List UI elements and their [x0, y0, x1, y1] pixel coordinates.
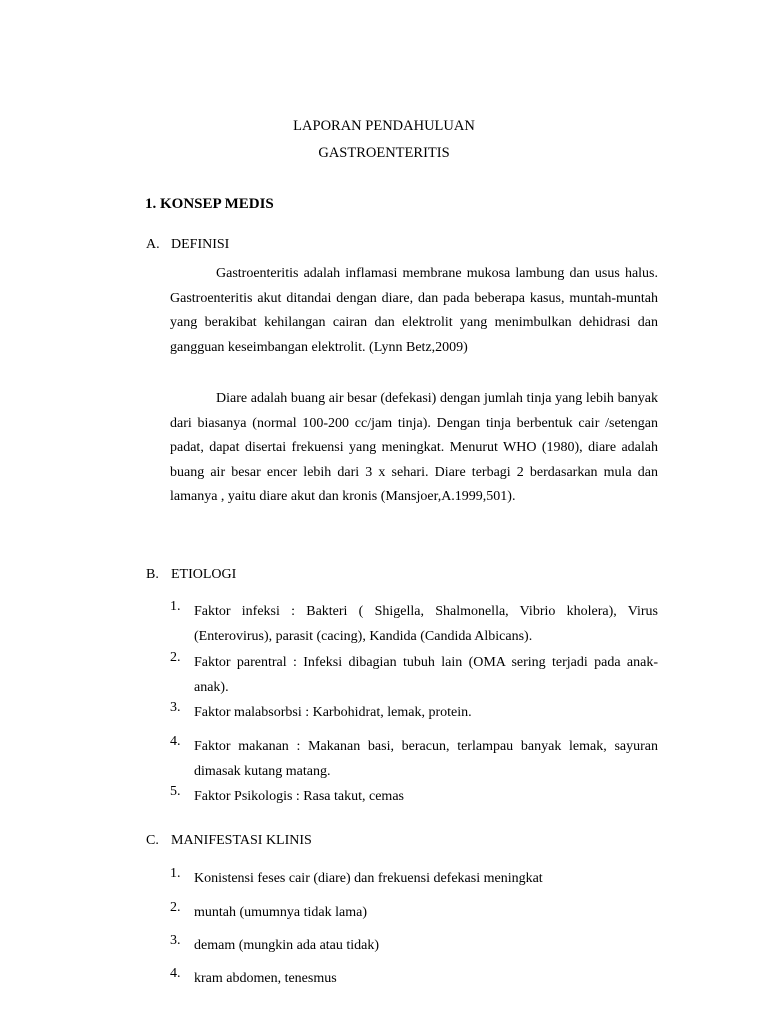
- list-number: 5.: [170, 784, 181, 799]
- list-text: Faktor parentral : Infeksi dibagian tubuh lain (OMA sering terjadi pada anak-anak).: [194, 655, 658, 695]
- list-number: 3.: [170, 700, 181, 715]
- list-text: Faktor infeksi : Bakteri ( Shigella, Shalmonella, Vibrio kholera), Virus (Enterovirus), parasit (cacing), Kandida (Candida Albicans).: [194, 604, 658, 644]
- list-number: 1.: [170, 599, 181, 614]
- document-subtitle: GASTROENTERITIS: [318, 145, 450, 161]
- subsection-letter-a: A.: [146, 237, 160, 252]
- list-text: muntah (umumnya tidak lama): [194, 905, 368, 920]
- document-title: LAPORAN PENDAHULUAN: [293, 118, 475, 134]
- list-text: kram abdomen, tenesmus: [194, 971, 337, 986]
- list-text: demam (mungkin ada atau tidak): [194, 938, 380, 953]
- definisi-paragraph-1: Gastroenteritis adalah inflamasi membrane mukosa lambung dan usus halus. Gastroenteritis akut ditandai dengan diare, dan pada beberapa kasus, muntah-muntah yang berakibat kehilangan cairan dan elektrolit yang menimbulkan dehidrasi dan gangguan keseimbangan elektrolit. (Lynn Betz,2009): [170, 266, 658, 355]
- subsection-letter-c: C.: [146, 833, 159, 848]
- section-heading-konsep-medis: 1. KONSEP MEDIS: [145, 196, 274, 212]
- list-number: 3.: [170, 933, 181, 948]
- subsection-heading-definisi: DEFINISI: [171, 237, 230, 252]
- list-number: 2.: [170, 900, 181, 915]
- subsection-letter-b: B.: [146, 567, 159, 582]
- list-text: Faktor makanan : Makanan basi, beracun, terlampau banyak lemak, sayuran dimasak kutang matang.: [194, 739, 658, 779]
- list-text: Konistensi feses cair (diare) dan frekuensi defekasi meningkat: [194, 871, 543, 886]
- list-number: 1.: [170, 866, 181, 881]
- list-number: 2.: [170, 650, 181, 665]
- definisi-paragraph-2: Diare adalah buang air besar (defekasi) dengan jumlah tinja yang lebih banyak dari biasanya (normal 100-200 cc/jam tinja). Dengan tinja berbentuk cair /setengan padat, dapat disertai frekuensi yang meningkat. Menurut WHO (1980), diare adalah buang air besar encer lebih dari 3 x sehari. Diare terbagi 2 berdasarkan mula dan lamanya , yaitu diare akut dan kronis (Mansjoer,A.1999,501).: [170, 391, 658, 504]
- list-text: Faktor malabsorbsi : Karbohidrat, lemak, protein.: [194, 705, 472, 720]
- list-number: 4.: [170, 734, 181, 749]
- list-number: 4.: [170, 966, 181, 981]
- subsection-heading-manifestasi-klinis: MANIFESTASI KLINIS: [171, 833, 312, 848]
- subsection-heading-etiologi: ETIOLOGI: [171, 567, 237, 582]
- list-text: Faktor Psikologis : Rasa takut, cemas: [194, 789, 404, 804]
